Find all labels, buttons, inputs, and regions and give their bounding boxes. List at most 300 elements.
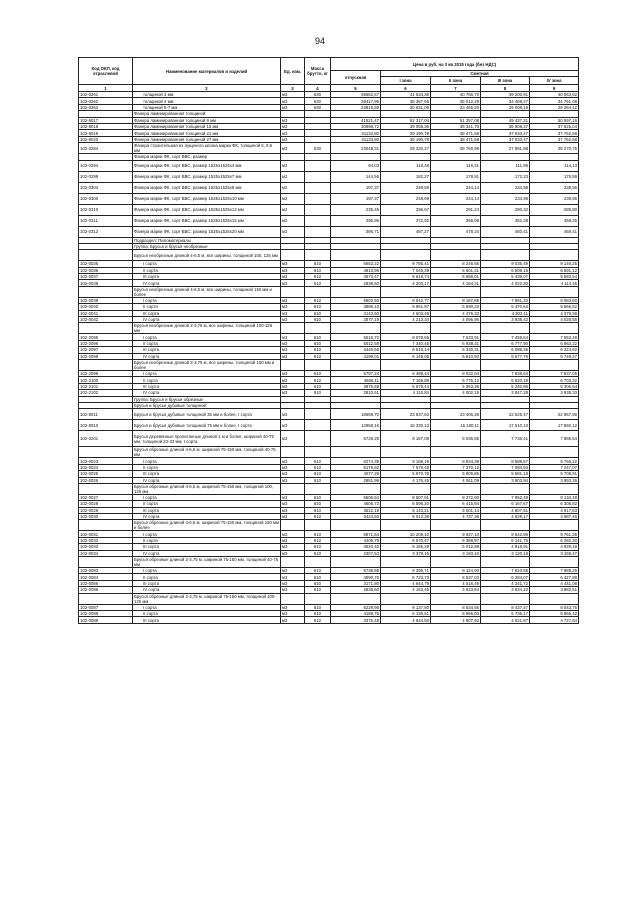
price-zone2-cell: 244,14 [431,193,481,204]
section-title: Фанера марки ФК, сорт ВВС, размер [133,154,281,160]
name-cell: III сорта [133,507,281,513]
name-cell: Фанера ламинированная толщиной 21 мм [133,130,281,136]
price-zone4-cell: 9 146,25 [530,261,579,267]
code-cell: 102-0025 [79,471,133,477]
empty-cell [431,593,481,604]
empty-cell [381,520,431,531]
section-title: Брусья обрезные длиной 4-6,5 м, шириной 75-150 мм, толщиной 150 мм и более [134,520,279,531]
price-zone4-cell: 114,13 [530,160,579,171]
code-cell: 102-8018 [79,123,133,129]
price-zone3-cell: 234,98 [481,182,530,193]
code-cell: 102-2096 [79,340,133,346]
price-zone4-cell: 3 993,26 [530,477,579,483]
unit-cell: м3 [281,317,305,323]
header-unit: Ед. изм. [281,58,305,85]
price-zone2-cell: 6 415,94 [431,501,481,507]
name-cell: Фанера марки ФК, сорт ВВС, размер 1525х1525х15 мм [133,215,281,226]
name-cell: II сорта [133,537,281,543]
empty-cell [530,447,579,458]
price-zone3-cell: 5 677,76 [481,353,530,359]
name-cell: II сорта [133,574,281,580]
empty-cell [481,323,530,334]
unit-cell: м3 [281,531,305,537]
name-cell: III сорта [133,347,281,353]
empty-cell [281,323,305,334]
mass-cell [305,193,331,204]
mass-cell: 610 [305,604,331,610]
mass-cell: 630 [305,104,331,110]
price-zone4-cell: 5 708,91 [530,471,579,477]
price-zone1-cell: 10 208,10 [381,531,431,537]
price-zone4-cell: 6 703,32 [530,377,579,383]
mass-cell: 610 [305,377,331,383]
code-cell: 102-8011 [79,409,133,420]
empty-cell [305,593,331,604]
table-row [79,171,579,182]
unit-cell: м3 [281,420,305,431]
mass-cell: 610 [305,334,331,340]
price-zone3-cell: 39 200,91 [481,92,530,98]
price-zone2-cell: 38 471,68 [431,130,481,136]
mass-cell: 610 [305,507,331,513]
price-zone3-cell: 7 838,64 [481,370,530,376]
price-release-cell: 3512,19 [331,507,381,513]
header-zone-3: III зона [481,77,530,85]
price-zone3-cell: 7 981,32 [481,297,530,303]
section-title: Брусья необрезные длиной 2-3,75 м, все ширины, толщиной 100-125 мм [133,323,281,334]
price-zone3-cell: 4 818,91 [481,544,530,550]
name-cell: I сорта [133,370,281,376]
code-cell: 102-0284 [79,143,133,154]
code-cell [79,323,133,334]
name-cell: толщиной 4 мм [133,98,281,104]
empty-cell [530,520,579,531]
price-zone3-cell: 8 437,47 [481,604,530,610]
name-cell: III сорта [133,383,281,389]
header-release: отпускная [331,71,381,85]
empty-cell [331,323,381,334]
price-release-cell: 2835,60 [331,587,381,593]
code-cell: 102-0311 [79,215,133,226]
price-zone3-cell: 37 033,47 [481,130,530,136]
price-release-cell: 3423,50 [331,514,381,520]
empty-cell [331,359,381,370]
price-zone3-cell: 352,38 [481,215,530,226]
header-code: Код ОКП, код отраслевой [79,58,133,85]
price-zone1-cell: 7 579,49 [381,464,431,470]
code-cell: 102-0084 [79,574,133,580]
price-zone4-cell: 5 749,27 [530,353,579,359]
name-cell: II сорта [133,340,281,346]
price-release-cell: 2307,53 [331,550,381,556]
price-zone2-cell: 40 766,70 [431,92,481,98]
price-release-cell: 31133,80 [331,130,381,136]
unit-cell: м3 [281,507,305,513]
price-zone1-cell: 6 149,05 [381,353,431,359]
section-row [79,250,579,261]
empty-cell [431,250,481,261]
empty-cell [381,483,431,494]
table-row [79,420,579,431]
section-title: Группа: Брусья и брусья обрезные [133,396,281,402]
unit-cell: м3 [281,104,305,110]
code-cell: 102-0030 [79,514,133,520]
price-release-cell: 5728,25 [331,431,381,447]
section-title: Группа: Брусья и брусья необрезные [133,243,281,249]
header-price-title: Цена в руб. на 3 кв 2015 года (без НДС) [331,58,579,71]
price-zone4-cell: 5 583,54 [530,274,579,280]
price-release-cell: 23815,59 [331,104,381,110]
price-zone4-cell: 175,59 [530,171,579,182]
col-num: 2 [133,85,281,92]
price-zone2-cell: 28 760,99 [431,143,481,154]
unit-cell: м3 [281,544,305,550]
name-cell: III сорта [133,580,281,586]
empty-cell [481,286,530,297]
price-release-cell: 197,37 [331,193,381,204]
mass-cell: 610 [305,304,331,310]
price-zone1-cell: 118,48 [381,160,431,171]
price-zone3-cell: 172,23 [481,171,530,182]
price-release-cell: 5652,22 [331,261,381,267]
price-release-cell: 197,37 [331,182,381,193]
empty-cell [481,447,530,458]
mass-cell: 610 [305,353,331,359]
column-number-row [79,85,579,92]
empty-cell [481,483,530,494]
header-estimate: Сметная [381,71,579,77]
price-zone2-cell: 8 022,04 [431,370,481,376]
empty-cell [331,286,381,297]
col-num: 9 [530,85,579,92]
price-zone2-cell: 6 601,31 [431,267,481,273]
price-zone4-cell: 239,56 [530,193,579,204]
unit-cell: м2 [281,226,305,237]
price-zone2-cell: 4 516,49 [431,580,481,586]
price-release-cell: 2838,50 [331,280,381,286]
empty-cell [281,520,305,531]
unit-cell: м3 [281,274,305,280]
price-zone1-cell: 3 379,16 [381,550,431,556]
empty-cell [530,250,579,261]
price-zone2-cell: 5 001,14 [431,507,481,513]
header-zone-1: I зона [381,77,431,85]
empty-cell [431,359,481,370]
price-zone4-cell: 239,56 [530,182,579,193]
price-zone2-cell: 4 737,36 [431,514,481,520]
price-zone1-cell: 9 785,41 [381,261,431,267]
price-release-cell: 3171,80 [331,580,381,586]
section-title: Брусья обрезные длиной 2-3,75 м, шириной 75-150 мм, толщиной 100-125 мм [133,593,281,604]
unit-cell: м3 [281,136,305,142]
section-title: Фанера ламинированная толщиной: [133,111,281,117]
unit-cell: м3 [281,514,305,520]
table-row [79,160,579,171]
name-cell: Брусья деревянные пропитанные длиной 1 м и более, шириной 40-75 мм, толщиной 22-32 мм, I сорта [133,431,281,447]
mass-cell: 610 [305,317,331,323]
price-zone1-cell: 7 049,39 [381,267,431,273]
name-cell: IV сорта [133,317,281,323]
unit-cell: м3 [281,92,305,98]
price-zone3-cell: 4 341,72 [481,580,530,586]
mass-cell: 610 [305,261,331,267]
price-zone1-cell: 8 395,71 [381,568,431,574]
price-zone2-cell: 8 036,85 [431,431,481,447]
empty-cell [431,323,481,334]
name-cell: Фанера ламинированная толщиной 9 мм [133,117,281,123]
price-zone1-cell: 248,69 [381,182,431,193]
price-zone1-cell: 4 944,50 [381,617,431,623]
price-zone3-cell: 4 629,17 [481,514,530,520]
header-mass: Масса брутто, кг [305,58,331,85]
price-zone2-cell: 4 061,09 [431,477,481,483]
price-zone3-cell: 4 022,30 [481,280,530,286]
mass-cell: 610 [305,550,331,556]
table-row [79,182,579,193]
price-zone2-cell: 4 476,33 [431,310,481,316]
header-row-1 [79,58,579,71]
mass-cell: 610 [305,297,331,303]
empty-cell [281,447,305,458]
empty-cell [305,359,331,370]
price-zone4-cell: 9 761,35 [530,531,579,537]
price-zone4-cell: 5 306,64 [530,383,579,389]
price-release-cell: 6229,95 [331,604,381,610]
mass-cell: 610 [305,383,331,389]
price-release-cell: 4406,79 [331,537,381,543]
unit-cell: м2 [281,182,305,193]
price-zone2-cell: 116,31 [431,160,481,171]
unit-cell: м3 [281,471,305,477]
price-zone1-cell: 248,69 [381,193,431,204]
code-cell: 102-0032 [79,537,133,543]
price-zone3-cell: 6 284,07 [481,574,530,580]
price-zone3-cell: 6 509,15 [481,267,530,273]
price-zone4-cell: 6 308,82 [530,501,579,507]
price-zone4-cell: 22 967,86 [530,409,579,420]
unit-cell: м3 [281,280,305,286]
name-cell: III сорта [133,617,281,623]
price-zone3-cell: 5 240,86 [481,383,530,389]
price-zone4-cell: 4 028,55 [530,317,579,323]
col-num: 5 [331,85,381,92]
price-zone3-cell: 22 525,47 [481,409,530,420]
price-release-cell: 144,56 [331,171,381,182]
unit-cell: м2 [281,193,305,204]
price-zone1-cell: 6 570,47 [381,537,431,543]
section-title: Брусья необрезные длиной 2-3,75 м, все ширины, толщиной 150 мм и более [133,359,281,370]
empty-cell [481,557,530,568]
empty-cell [305,520,331,531]
price-zone1-cell: 9 188,19 [381,458,431,464]
price-zone2-cell: 38 471,68 [431,136,481,142]
price-zone4-cell: 7 553,49 [530,334,579,340]
code-cell: 102-0034 [79,550,133,556]
price-zone2-cell: 35 012,29 [431,98,481,104]
price-zone4-cell: 34 761,08 [530,98,579,104]
price-zone1-cell: 52 317,04 [381,117,431,123]
price-zone1-cell: 182,27 [381,171,431,182]
price-zone2-cell: 5 690,23 [431,304,481,310]
col-num: 8 [481,85,530,92]
empty-cell [381,359,431,370]
price-zone2-cell: 8 124,90 [431,568,481,574]
name-cell: IV сорта [133,587,281,593]
empty-cell [381,323,431,334]
price-zone3-cell: 3 120,18 [481,550,530,556]
price-release-cell: 295,96 [331,215,381,226]
price-zone3-cell: 111,95 [481,160,530,171]
code-cell: 102-2097 [79,347,133,353]
empty-cell [281,557,305,568]
code-cell [79,359,133,370]
mass-cell [305,171,331,182]
price-release-cell: 23048,31 [331,143,381,154]
price-zone2-cell: 6 938,31 [431,340,481,346]
mass-cell: 610 [305,580,331,586]
unit-cell: м3 [281,409,305,420]
name-cell: Брусья и брусья дубовые толщиной 75 мм и более, I сорта [133,420,281,431]
price-zone4-cell: 4 114,45 [530,280,579,286]
mass-cell: 610 [305,574,331,580]
col-num: 4 [305,85,331,92]
unit-cell: м3 [281,310,305,316]
price-zone3-cell: 3 938,42 [481,317,530,323]
code-cell: 102-0089 [79,617,133,623]
code-cell: 102-2095 [79,334,133,340]
empty-cell [381,250,431,261]
empty-cell [281,593,305,604]
mass-cell: 610 [305,267,331,273]
price-zone1-cell: 39 190,79 [381,136,431,142]
price-zone2-cell: 291,24 [431,204,481,215]
empty-cell [431,286,481,297]
price-release-cell: 3996,10 [331,304,381,310]
empty-cell [431,557,481,568]
price-zone4-cell: 4 379,59 [530,310,579,316]
mass-cell [305,420,331,431]
mass-cell [305,160,331,171]
price-zone4-cell: 4 441,08 [530,580,579,586]
price-release-cell: 5902,50 [331,297,381,303]
name-cell: III сорта [133,471,281,477]
code-cell [79,286,133,297]
empty-cell [530,593,579,604]
name-cell: III сорта [133,274,281,280]
price-zone2-cell: 6 537,03 [431,574,481,580]
name-cell: IV сорта [133,514,281,520]
empty-cell [331,447,381,458]
price-release-cell: 12958,16 [331,420,381,431]
price-release-cell: 4445,58 [331,347,381,353]
code-cell: 102-0026 [79,477,133,483]
mass-cell: 610 [305,390,331,396]
price-zone4-cell: 4 727,64 [530,617,579,623]
table-row [79,226,579,237]
mass-cell: 610 [305,537,331,543]
price-zone2-cell: 5 012,88 [431,544,481,550]
unit-cell: м2 [281,215,305,226]
section-title: Брусья обрезные длиной 4-6,5 м, шириной 75-150 мм, толщиной 40-75 мм [133,447,281,458]
mass-cell: 610 [305,274,331,280]
price-zone2-cell: 3 193,10 [431,550,481,556]
unit-cell: м3 [281,143,305,154]
price-zone1-cell: 5 970,78 [381,471,431,477]
unit-cell: м3 [281,340,305,346]
code-cell: 102-0201 [79,431,133,447]
unit-cell: м3 [281,123,305,129]
unit-cell: м3 [281,568,305,574]
price-zone3-cell: 5 735,17 [481,610,530,616]
price-release-cell: 5738,88 [331,568,381,574]
mass-cell: 630 [305,143,331,154]
name-cell: II сорта [133,610,281,616]
price-release-cell: 5797,24 [331,370,381,376]
name-cell: Фанера ламинированная толщиной 15 мм [133,123,281,129]
code-cell: 102-2100 [79,377,133,383]
price-zone4-cell: 7 937,05 [530,370,579,376]
code-cell: 102-0024 [79,464,133,470]
price-zone4-cell: 285,80 [530,204,579,215]
empty-cell [305,323,331,334]
price-zone2-cell: 4 807,92 [431,617,481,623]
mass-cell [305,204,331,215]
code-cell: 102-0039 [79,297,133,303]
code-cell: 102-0042 [79,317,133,323]
price-release-cell: 3875,69 [331,383,381,389]
price-zone3-cell: 6 777,90 [481,340,530,346]
name-cell: II сорта [133,267,281,273]
price-release-cell: 4590,76 [331,574,381,580]
price-release-cell: 235,45 [331,204,381,215]
name-cell: Фанера марки ФК, сорт ВВС, размер 1525х1525х9 мм [133,182,281,193]
price-zone1-cell: 7 340,45 [381,340,431,346]
mass-cell: 610 [305,464,331,470]
code-cell: 102-0023 [79,458,133,464]
code-cell: 102-8019 [79,130,133,136]
code-cell: 102-0035 [79,261,133,267]
price-zone2-cell: 6 775,12 [431,377,481,383]
code-cell [79,557,133,568]
code-cell: 102-0027 [79,494,133,500]
price-zone4-cell: 17 850,12 [530,420,579,431]
price-zone4-cell: 359,25 [530,215,579,226]
name-cell: Брусья и брусья дубовые толщиной 35 мм и более, I сорта [133,409,281,420]
price-zone1-cell: 5 851,87 [381,304,431,310]
name-cell: I сорта [133,297,281,303]
table-row [79,215,579,226]
price-zone4-cell: 5 866,42 [530,610,579,616]
empty-cell [381,593,431,604]
price-zone1-cell: 4 644,79 [381,580,431,586]
mass-cell: 610 [305,544,331,550]
name-cell: II сорта [133,304,281,310]
empty-cell [281,359,305,370]
name-cell: Фанера ламинированная толщиной 27 мм [133,136,281,142]
price-zone2-cell: 5 363,36 [431,383,481,389]
mass-cell [305,182,331,193]
price-zone2-cell: 244,14 [431,182,481,193]
price-zone3-cell: 234,98 [481,193,530,204]
section-title: Брусья необрезные длиной 4-6,5 м, все ширины, толщиной 150 мм и более [133,286,281,297]
table-row [79,431,579,447]
price-zone4-cell: 6 863,22 [530,340,579,346]
header-zone-2: II зона [431,77,481,85]
price-release-cell: 6274,39 [331,458,381,464]
name-cell: IV сорта [133,390,281,396]
unit-cell: м3 [281,297,305,303]
code-cell: 102-0310 [79,204,133,215]
